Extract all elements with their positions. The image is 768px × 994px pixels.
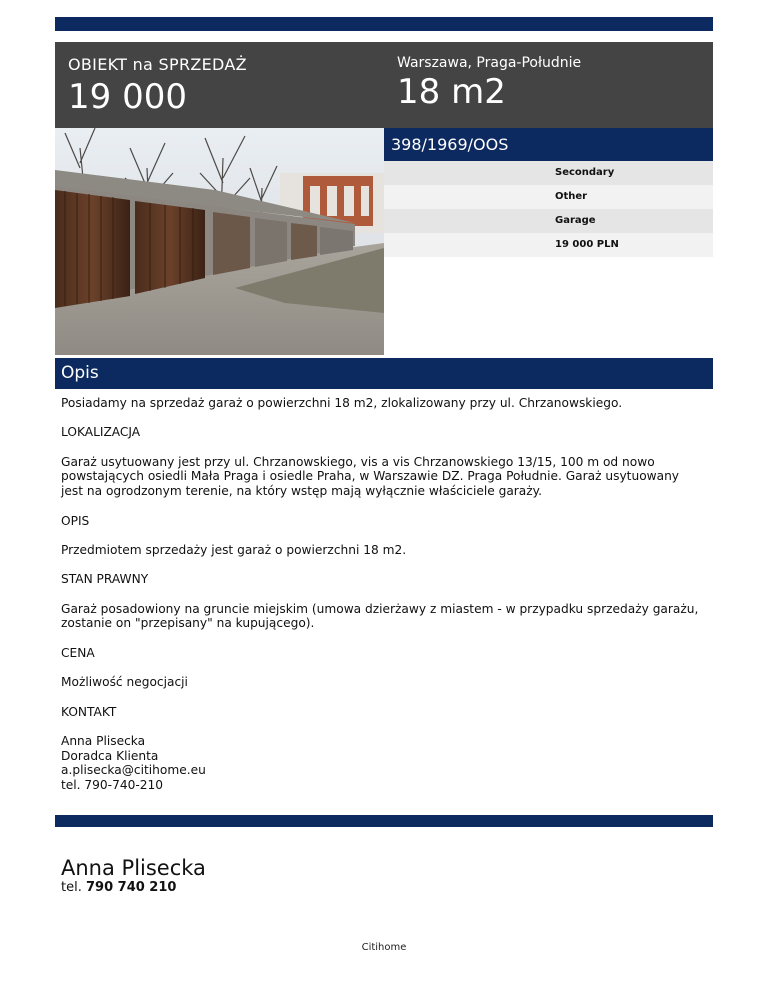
contact-phone: tel. 790-740-210	[61, 778, 163, 793]
contact-role: Doradca Klienta	[61, 748, 159, 763]
description-paragraph: Posiadamy na sprzedaż garaż o powierzchni 18 m2, zlokalizowany przy ul. Chrzanowskiego.	[61, 396, 623, 410]
description-paragraph: STAN PRAWNY	[61, 572, 149, 587]
footer-company: Citihome	[361, 942, 407, 953]
attributes-table	[384, 161, 713, 257]
agent-card	[61, 856, 206, 896]
attribute-category: Other	[384, 185, 713, 209]
description-paragraph: Przedmiotem sprzedaży jest garaż o powierzchni 18 m2.	[61, 542, 407, 557]
agent-phone	[61, 880, 206, 896]
bottom-accent-bar	[55, 815, 713, 827]
location: Warszawa, Praga-Południe	[397, 55, 582, 71]
contact-name: Anna Plisecka	[61, 734, 146, 749]
description-paragraph: LOKALIZACJA	[61, 425, 141, 440]
attribute-market: Secondary	[384, 161, 713, 185]
description-heading: Opis	[55, 358, 713, 389]
description-body	[61, 396, 701, 793]
property-photo	[55, 128, 384, 355]
description-paragraph: OPIS	[61, 513, 90, 528]
top-accent-bar	[55, 17, 713, 31]
price: 19 000	[68, 77, 187, 117]
description-paragraph: Garaż usytuowany jest przy ul. Chrzanowskiego, vis a vis Chrzanowskiego 13/15, 100 m od nowo powstających osiedli Mała Praga i osiedle Praha, w Warszawie DZ. Praga Południe. Garaż usytuowany jest na ogrodzonym terenie, na który wstęp mają wyłącznie właściciele garaży.	[61, 454, 680, 499]
agent-phone-label: tel.	[61, 880, 82, 895]
agent-name: Anna Plisecka	[61, 856, 206, 880]
location-block	[397, 54, 581, 111]
offer-type: OBIEKT na SPRZEDAŻ	[68, 55, 247, 74]
description-paragraph: CENA	[61, 645, 95, 660]
contact-block	[61, 734, 701, 793]
description-paragraph: Możliwość negocjacji	[61, 675, 188, 690]
description-paragraph: Garaż posadowiony na gruncie miejskim (umowa dzierżawy z miastem - w przypadku sprzedaży garażu, zostanie on "przepisany" na kupującego).	[61, 601, 699, 631]
description-paragraph: KONTAKT	[61, 704, 117, 719]
price-block	[68, 54, 247, 117]
contact-email: a.plisecka@citihome.eu	[61, 763, 206, 778]
listing-header	[55, 42, 713, 128]
area: 18 m2	[397, 72, 506, 112]
attribute-price: 19 000 PLN	[384, 233, 713, 257]
attribute-type: Garage	[384, 209, 713, 233]
listing-reference: 398/1969/OOS	[384, 128, 713, 161]
agent-phone-number: 790 740 210	[85, 880, 177, 895]
